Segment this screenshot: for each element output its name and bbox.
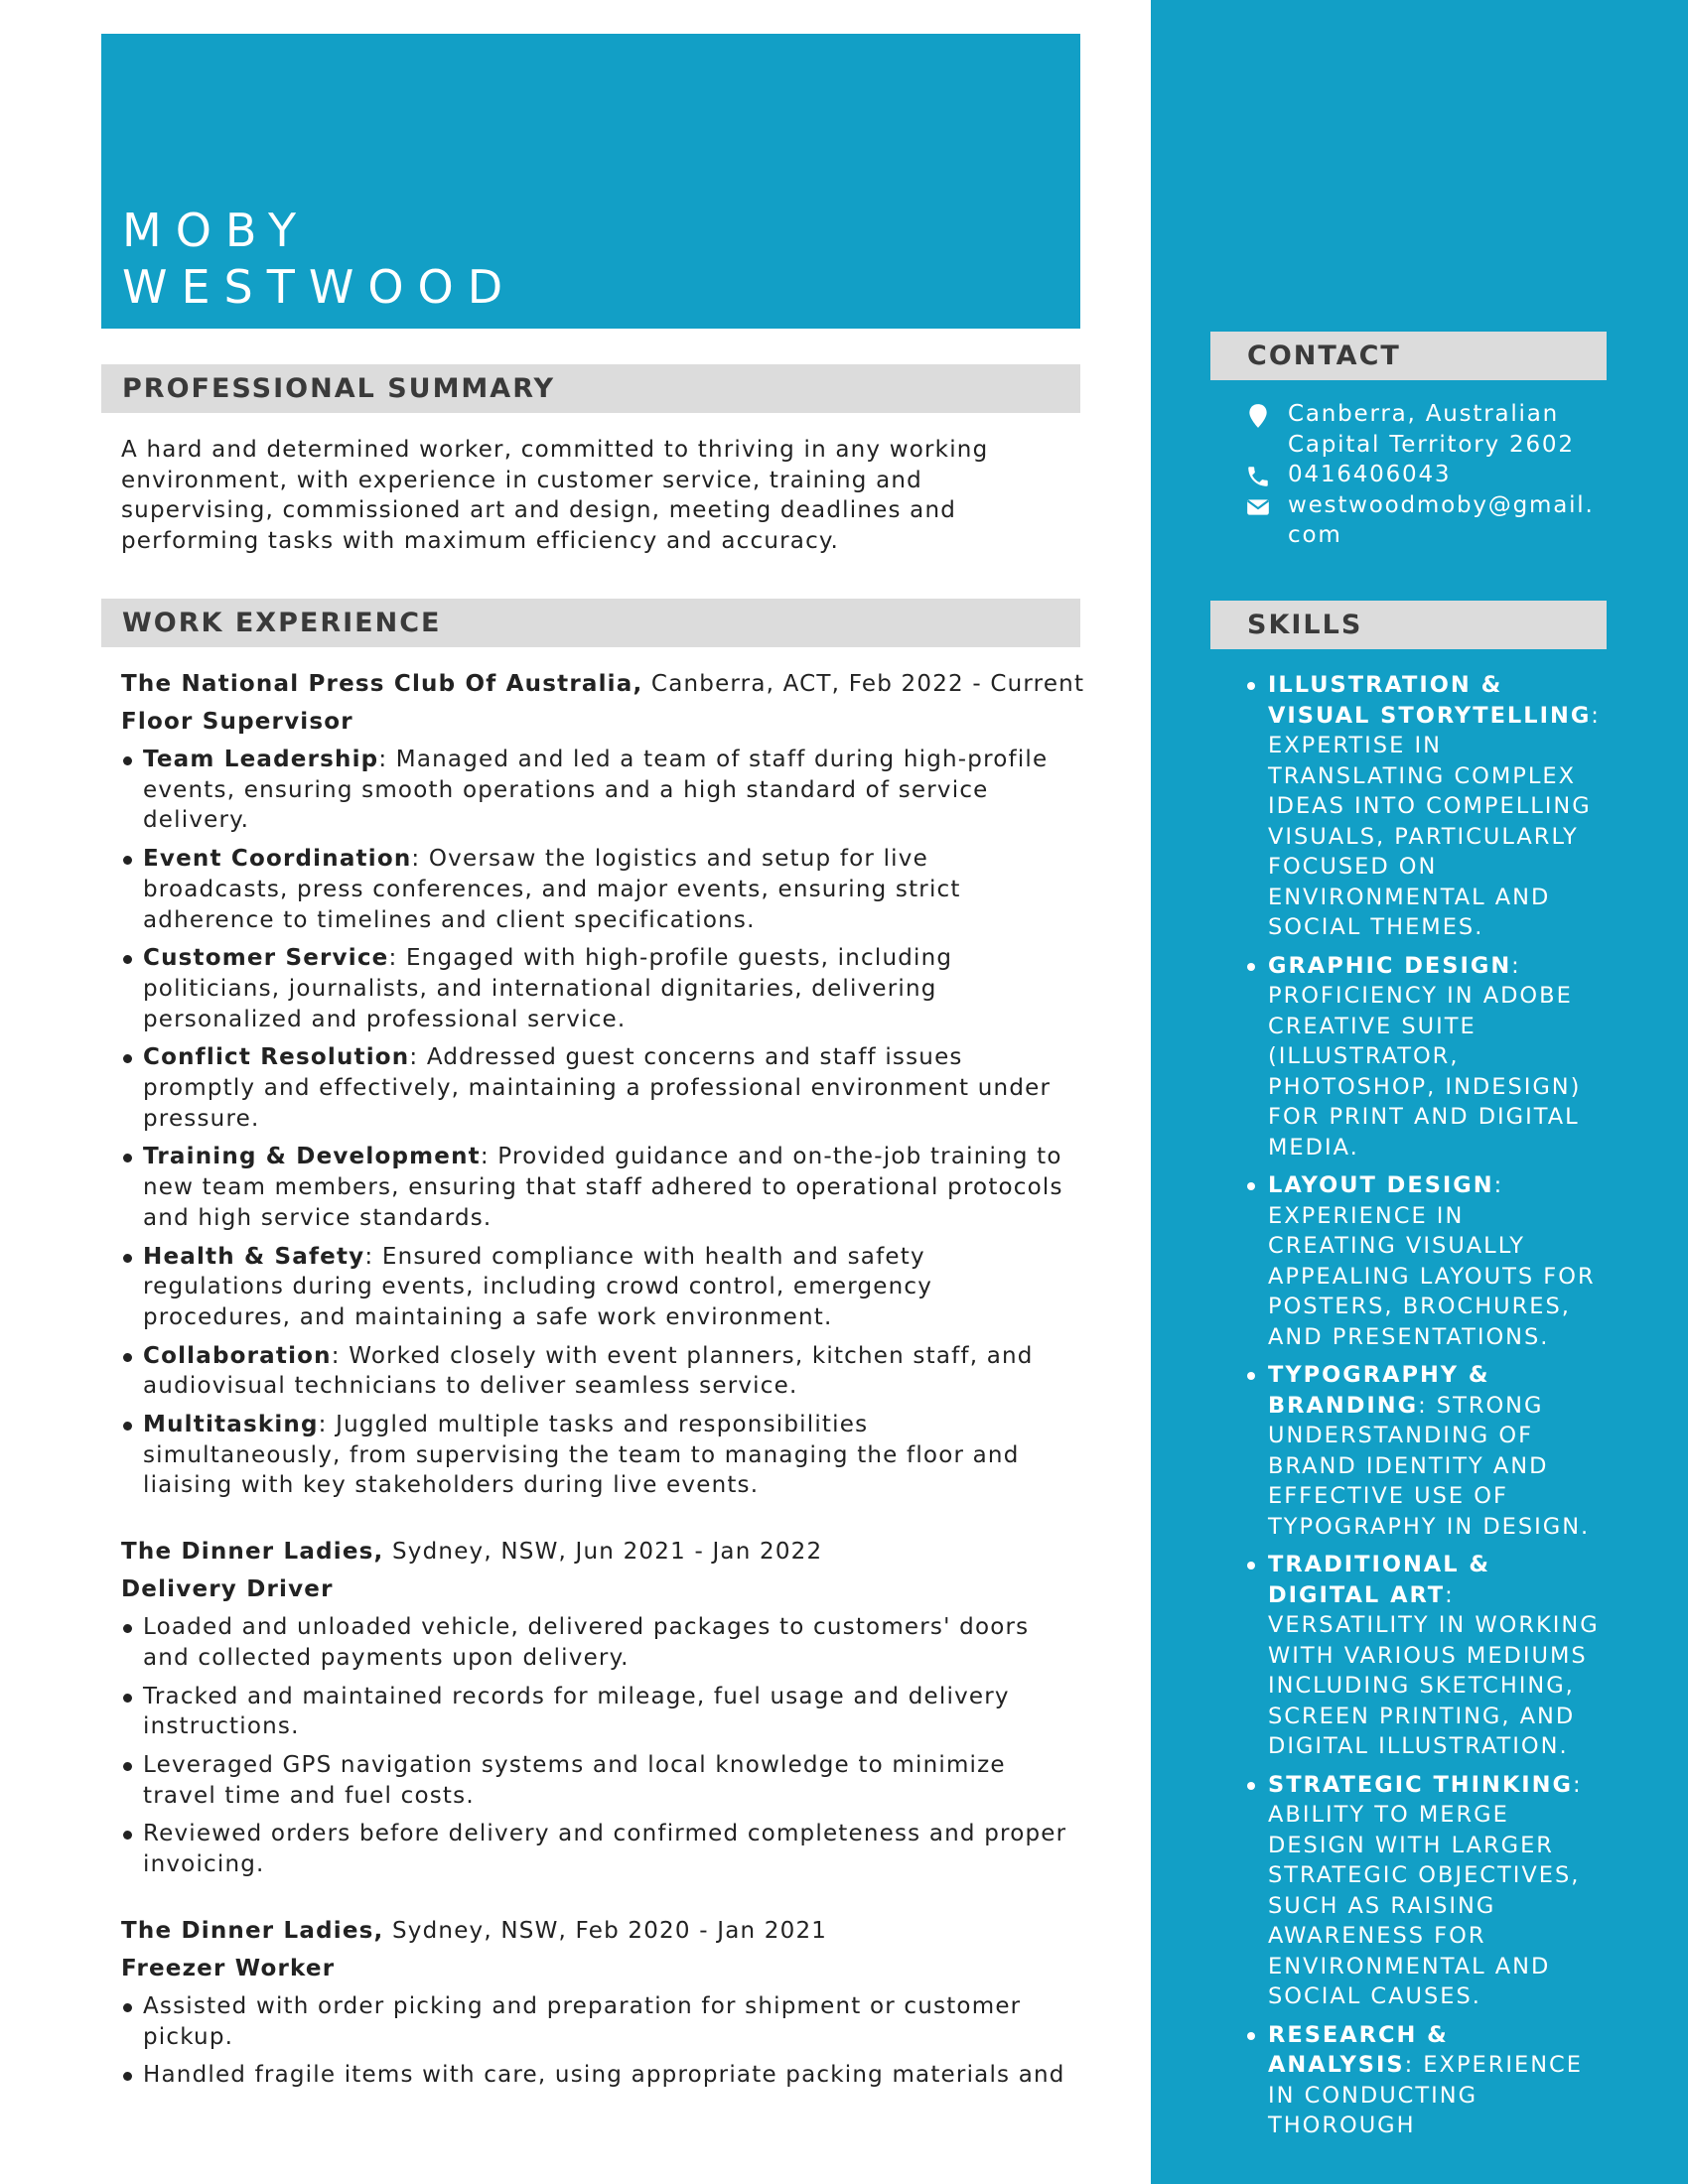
bullet-text: : Worked closely with event planners, kitchen staff, and audiovisual technicians to deliver seamless service.	[143, 1342, 1034, 1400]
list-item	[1244, 2020, 1602, 2141]
list-item: Leveraged GPS navigation systems and local knowledge to minimize travel time and fuel costs.	[121, 1750, 1074, 1811]
list-item	[121, 745, 1074, 836]
skill-text: : VERSATILITY IN WORKING WITH VARIOUS MEDIUMS INCLUDING SKETCHING, SCREEN PRINTING, AND DIGITAL ILLUSTRATION.	[1268, 1581, 1600, 1759]
list-item	[121, 1042, 1074, 1134]
list-item	[121, 1242, 1074, 1333]
job-entry	[121, 1533, 1074, 1880]
skill-label: GRAPHIC DESIGN	[1268, 952, 1512, 979]
skill-label: STRATEGIC THINKING	[1268, 1771, 1573, 1798]
job-details: Sydney, NSW, Jun 2021 - Jan 2022	[383, 1539, 823, 1566]
job-bullets	[121, 745, 1074, 1501]
list-item	[1244, 670, 1602, 943]
bullet-label: Health & Safety	[143, 1243, 365, 1270]
job-bullets	[121, 1991, 1074, 2091]
bullet-text: : Oversaw the logistics and setup for live broadcasts, press conferences, and major events, ensuring strict adherence to timelines and client specifications.	[143, 846, 961, 933]
job-details: Canberra, ACT, Feb 2022 - Current	[642, 671, 1085, 697]
bullet-label: Conflict Resolution	[143, 1044, 410, 1071]
list-item	[121, 1142, 1074, 1233]
skill-label: ILLUSTRATION & VISUAL STORYTELLING	[1268, 672, 1592, 729]
work-experience-list	[121, 665, 1085, 2122]
skill-text: : STRONG UNDERSTANDING OF BRAND IDENTITY AND EFFECTIVE USE OF TYPOGRAPHY IN DESIGN.	[1268, 1392, 1591, 1540]
skill-text: : EXPERTISE IN TRANSLATING COMPLEX IDEAS INTO COMPELLING VISUALS, PARTICULARLY FOCUSED ON ENVIRONMENTAL AND SOCIAL THEMES.	[1268, 702, 1601, 940]
job-header	[121, 1533, 1074, 1570]
list-item: Assisted with order picking and preparation for shipment or customer pickup.	[121, 1991, 1074, 2052]
bullet-text: : Ensured compliance with health and safety regulations during events, including crowd control, emergency procedures, and maintaining a safe work environment.	[143, 1243, 933, 1330]
first-name: MOBY	[122, 204, 311, 257]
list-item	[1244, 1550, 1602, 1762]
skill-text: : EXPERIENCE IN CONDUCTING THOROUGH	[1268, 2052, 1583, 2138]
phone-icon	[1244, 464, 1272, 489]
job-employer: The National Press Club Of Australia,	[121, 671, 643, 697]
bullet-text: : Provided guidance and on-the-job training to new team members, ensuring that staff adhered to operational protocols and high service standards.	[143, 1144, 1063, 1231]
skill-label: LAYOUT DESIGN	[1268, 1172, 1494, 1198]
list-item	[1244, 1170, 1602, 1352]
job-header	[121, 665, 1085, 703]
job-title: Delivery Driver	[121, 1576, 334, 1603]
bullet-label: Training & Development	[143, 1144, 481, 1170]
list-item: Reviewed orders before delivery and confirmed completeness and proper invoicing.	[121, 1819, 1074, 1879]
skill-label: TYPOGRAPHY & BRANDING	[1268, 1362, 1490, 1419]
list-item	[121, 844, 1074, 935]
bullet-label: Team Leadership	[143, 747, 379, 772]
job-entry	[121, 665, 1085, 1501]
skill-label: RESEARCH & ANALYSIS	[1268, 2021, 1449, 2078]
skill-text: : PROFICIENCY IN ADOBE CREATIVE SUITE (ILLUSTRATOR, PHOTOSHOP, INDESIGN) FOR PRINT AND DIGITAL MEDIA.	[1268, 952, 1582, 1160]
summary-text: A hard and determined worker, committed to thriving in any working environment, with experience in customer service, training and supervising, commissioned art and design, meeting deadlines and performing tasks with maximum efficiency and accuracy.	[121, 437, 989, 555]
bullet-text: : Managed and led a team of staff during high-profile events, ensuring smooth operations and a high standard of service delivery.	[143, 747, 1049, 834]
phone-text: 0416406043	[1288, 462, 1452, 487]
contact-email	[1244, 490, 1602, 551]
job-employer: The Dinner Ladies,	[121, 1917, 384, 1944]
skill-text: : EXPERIENCE IN CREATING VISUALLY APPEALING LAYOUTS FOR POSTERS, BROCHURES, AND PRESENTATIONS.	[1268, 1172, 1596, 1350]
skill-label: TRADITIONAL & DIGITAL ART	[1268, 1552, 1491, 1608]
work-experience-heading: WORK EXPERIENCE	[101, 599, 1080, 647]
contact-heading: CONTACT	[1210, 332, 1607, 380]
bullet-text: : Addressed guest concerns and staff issues promptly and effectively, maintaining a professional environment under pressure.	[143, 1044, 1052, 1132]
list-item	[121, 943, 1074, 1034]
list-item	[121, 1410, 1074, 1501]
job-employer: The Dinner Ladies,	[121, 1539, 384, 1566]
job-header	[121, 1912, 1074, 1950]
list-item	[1244, 951, 1602, 1163]
job-entry	[121, 1912, 1074, 2091]
contact-location	[1244, 399, 1602, 460]
bullet-label: Collaboration	[143, 1342, 332, 1369]
list-item: Handled fragile items with care, using appropriate packing materials and	[121, 2060, 1074, 2091]
list-item	[1244, 1770, 1602, 2012]
bullet-label: Multitasking	[143, 1412, 319, 1438]
job-title: Floor Supervisor	[121, 709, 353, 735]
bullet-text: : Engaged with high-profile guests, including politicians, journalists, and international dignitaries, delivering personalized and professional service.	[143, 945, 953, 1032]
envelope-icon	[1244, 494, 1272, 520]
list-item	[1244, 1360, 1602, 1542]
contact-phone	[1244, 460, 1602, 490]
skills-heading: SKILLS	[1210, 601, 1607, 649]
bullet-text: : Juggled multiple tasks and responsibilities simultaneously, from supervising the team to managing the floor and liaising with key stakeholders during live events.	[143, 1412, 1020, 1499]
job-bullets	[121, 1612, 1074, 1880]
list-item: Loaded and unloaded vehicle, delivered packages to customers' doors and collected payments upon delivery.	[121, 1612, 1074, 1673]
contact-details	[1244, 399, 1602, 551]
location-pin-icon	[1244, 403, 1272, 429]
name-header	[101, 34, 1080, 329]
summary-heading: PROFESSIONAL SUMMARY	[101, 364, 1080, 413]
job-details: Sydney, NSW, Feb 2020 - Jan 2021	[383, 1917, 828, 1944]
bullet-label: Customer Service	[143, 945, 389, 972]
last-name: WESTWOOD	[122, 260, 517, 314]
skills-list	[1244, 670, 1602, 2149]
bullet-label: Event Coordination	[143, 846, 412, 873]
list-item: Tracked and maintained records for mileage, fuel usage and delivery instructions.	[121, 1682, 1074, 1742]
email-text: westwoodmoby@gmail.com	[1288, 491, 1595, 548]
location-text: Canberra, Australian Capital Territory 2602	[1288, 401, 1575, 458]
list-item	[121, 1341, 1074, 1402]
job-title: Freezer Worker	[121, 1955, 336, 1981]
skill-text: : ABILITY TO MERGE DESIGN WITH LARGER STRATEGIC OBJECTIVES, SUCH AS RAISING AWARENESS FOR ENVIRONMENTAL AND SOCIAL CAUSES.	[1268, 1771, 1583, 2009]
